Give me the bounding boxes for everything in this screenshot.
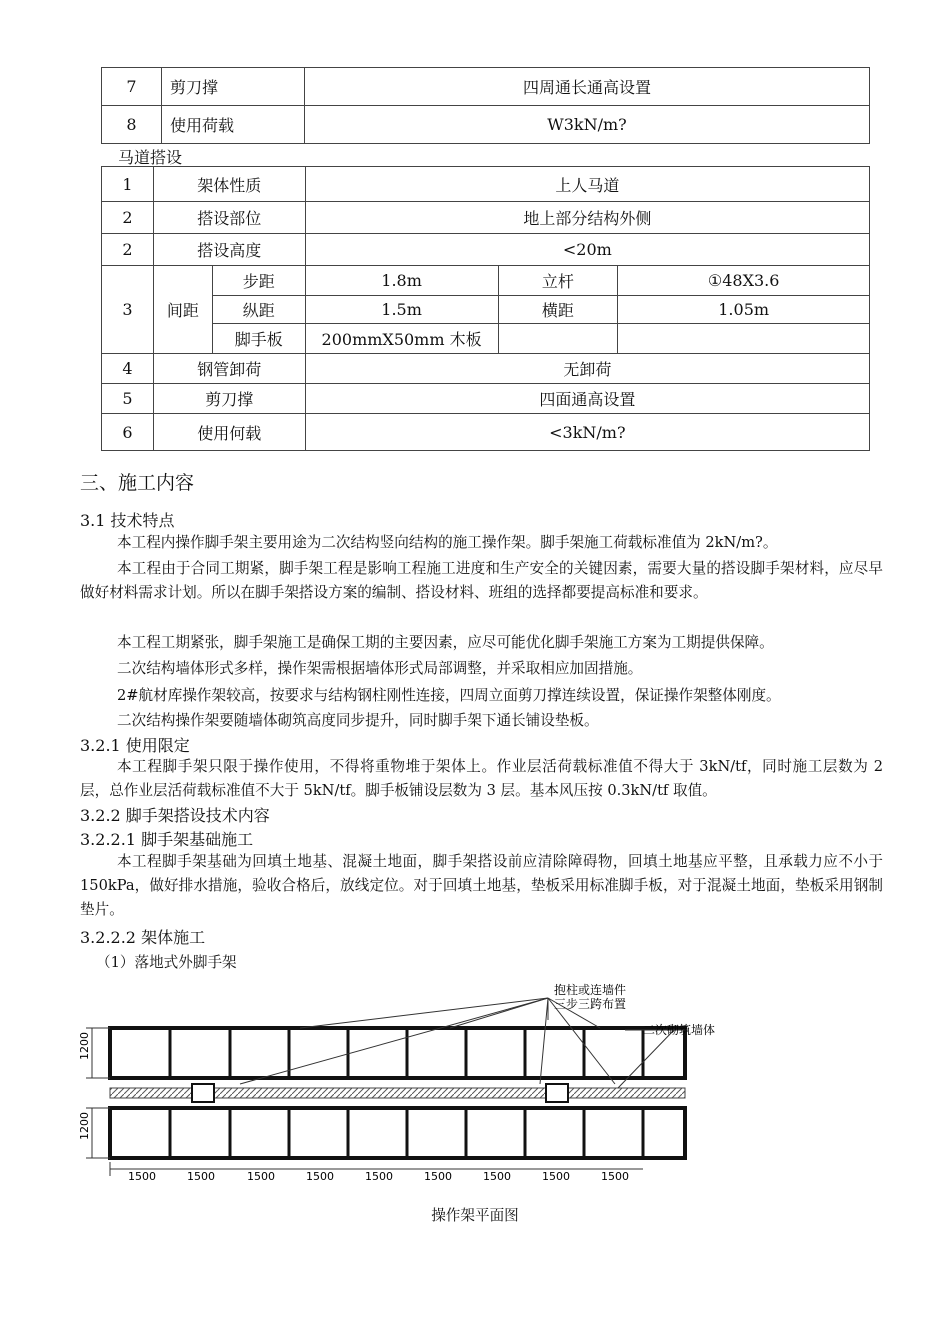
dim-height-upper: 1200 [78,1032,91,1060]
table-row [102,106,870,144]
table-caption: 马道搭设 [118,148,183,167]
cell-item: 搭设高度 [153,234,305,266]
cell-value: 无卸荷 [305,354,869,384]
cell-group: 间距 [153,266,212,354]
dim-widths [128,1170,629,1183]
cell-value: 上人马道 [305,167,869,202]
upper-frame-posts [170,1028,643,1078]
column-right [546,1084,568,1102]
paragraph: 本工程脚手架只限于操作使用，不得将重物堆于架体上。作业层活荷载标准值不得大于 3kN/tf，同时施工层数为 2 层，总作业层活荷载标准值不大于 5kN/tf。脚手板铺设层数为 3 层。基本风压按 0.3kN/tf 取值。 [80,758,883,799]
dim-height-lower: 1200 [78,1112,91,1140]
dim-width: 1500 [306,1170,334,1183]
cell-item: 架体性质 [153,167,305,202]
cell-value: 四周通长通高设置 [305,68,870,106]
list-label: （1）落地式外脚手架 [96,954,237,971]
label-wall: 二次砌筑墙体 [643,1023,716,1037]
label-three-step: 三步三跨布置 [554,997,627,1011]
cell-value: 地上部分结构外侧 [305,202,869,234]
subsection-heading: 3.1 技术特点 [80,511,175,530]
cell-value: <3kN/m? [305,414,869,451]
cell-value: 200mmX50mm 木板 [305,324,498,354]
cell-label: 步距 [212,266,305,296]
upper-frame [110,1028,685,1078]
dim-width: 1500 [365,1170,393,1183]
cell-no: 8 [102,106,162,144]
paragraph: 本工程工期紧张，脚手架施工是确保工期的主要因素，应尽可能优化脚手架施工方案为工期提供保障。 [117,634,774,651]
cell-value: <20m [305,234,869,266]
scaffold-plan-figure [70,980,770,1190]
table-row [102,68,870,106]
cell-item: 剪刀撑 [162,68,305,106]
cell-label: 立杆 [498,266,618,296]
subsection-heading: 3.2.2.2 架体施工 [80,928,206,947]
cell-no: 2 [102,202,154,234]
table-row [102,414,870,451]
cell-item: 剪刀撑 [153,384,305,414]
dim-width: 1500 [247,1170,275,1183]
table-scaffold-params [101,67,870,144]
paragraph: 2#航材库操作架较高，按要求与结构钢柱刚性连接，四周立面剪刀撑连续设置，保证操作架整体刚度。 [117,687,781,704]
dim-width: 1500 [187,1170,215,1183]
table-row [102,234,870,266]
cell-no: 6 [102,414,154,451]
cell-no: 2 [102,234,154,266]
table-row [102,354,870,384]
table-row [102,167,870,202]
table-row [102,266,870,296]
column-left [192,1084,214,1102]
subsection-heading: 3.2.1 使用限定 [80,736,190,755]
leader-lines [240,998,688,1088]
cell-value: 四面通高设置 [305,384,869,414]
dim-width: 1500 [483,1170,511,1183]
cell-item: 使用何载 [153,414,305,451]
paragraph: 二次结构墙体形式多样，操作架需根据墙体形式局部调整，并采取相应加固措施。 [117,660,643,677]
cell-value: W3kN/m? [305,106,870,144]
cell-value: 1.8m [305,266,498,296]
section-heading: 三、施工内容 [80,472,195,494]
dim-width: 1500 [542,1170,570,1183]
table-row [102,202,870,234]
cell-value: 1.05m [618,296,870,324]
subsection-heading: 3.2.2.1 脚手架基础施工 [80,830,254,849]
cell-empty [498,324,618,354]
cell-value: 1.5m [305,296,498,324]
cell-item: 使用荷载 [162,106,305,144]
table-row [102,296,870,324]
dim-width: 1500 [601,1170,629,1183]
cell-no: 3 [102,266,154,354]
table-row [102,324,870,354]
figure-caption: 操作架平面图 [431,1207,519,1224]
cell-label: 横距 [498,296,618,324]
cell-label: 脚手板 [212,324,305,354]
cell-no: 7 [102,68,162,106]
table-row [102,384,870,414]
lower-frame [110,1108,685,1158]
cell-value: ①48X3.6 [618,266,870,296]
label-column-tie: 抱柱或连墙件 [554,983,627,997]
table-ramp-params [101,166,870,451]
paragraph: 本工程脚手架基础为回填土地基、混凝土地面，脚手架搭设前应清除障碍物，回填土地基应平整，且承载力应不小于 150kPa，做好排水措施，验收合格后，放线定位。对于回填土地基，垫板采用标准脚手板，对于混凝土地面，垫板采用钢制垫片。 [80,853,883,918]
cell-empty [618,324,870,354]
subsection-heading: 3.2.2 脚手架搭设技术内容 [80,806,270,825]
lower-frame-posts [170,1108,643,1158]
paragraph: 二次结构操作架要随墙体砌筑高度同步提升，同时脚手架下通长铺设垫板。 [117,712,599,729]
dim-width: 1500 [128,1170,156,1183]
cell-no: 5 [102,384,154,414]
dim-width: 1500 [424,1170,452,1183]
cell-no: 1 [102,167,154,202]
cell-item: 搭设部位 [153,202,305,234]
cell-label: 纵距 [212,296,305,324]
paragraph: 本工程由于合同工期紧，脚手架工程是影响工程施工进度和生产安全的关键因素，需要大量的搭设脚手架材料，应尽早做好材料需求计划。所以在脚手架搭设方案的编制、搭设材料、班组的选择都要提高标准和要求。 [80,560,883,601]
cell-no: 4 [102,354,154,384]
cell-item: 钢管卸荷 [153,354,305,384]
paragraph: 本工程内操作脚手架主要用途为二次结构竖向结构的施工操作架。脚手架施工荷载标准值为 2kN/m?。 [117,534,778,551]
